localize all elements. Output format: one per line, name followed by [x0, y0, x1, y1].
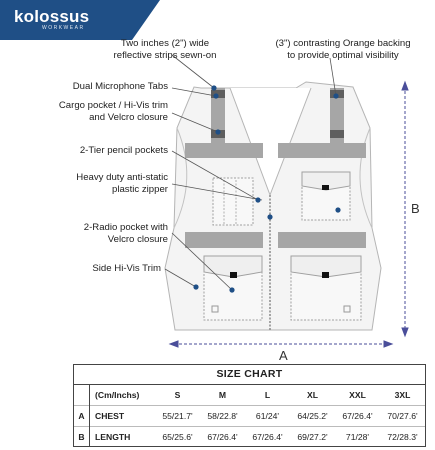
table-cell: 70/27.6': [380, 406, 425, 427]
brand-tagline: WORKWEAR: [42, 25, 85, 31]
marker-mic-tab: [213, 93, 218, 98]
size-header-cell: XL: [307, 390, 318, 400]
marker-strips: [211, 85, 216, 90]
brand-name: kolossus: [14, 7, 90, 26]
marker-zipper: [267, 214, 272, 219]
size-header-cell: S: [174, 390, 181, 400]
callout-cargo: Cargo pocket / Hi-Vis trim and Velcro closure: [58, 100, 168, 123]
table-cell: 55/21.7': [155, 406, 200, 427]
callout-backing: [258, 38, 428, 62]
row-key: B: [74, 427, 90, 448]
size-header-row: [74, 385, 425, 406]
height-dimension-label: B: [411, 201, 420, 216]
table-cell: 67/26.4': [200, 427, 245, 448]
callout-zipper: Heavy duty anti-static plastic zipper: [76, 172, 168, 195]
marker-backing: [333, 93, 338, 98]
table-cell: 65/25.6': [155, 427, 200, 448]
row-name: CHEST: [90, 406, 156, 427]
upper-reflective-strip-right: [278, 143, 366, 158]
size-chart-title: SIZE CHART: [74, 365, 425, 385]
lower-reflective-strip-left: [185, 232, 263, 248]
size-chart: [73, 364, 426, 447]
lower-reflective-strip-right: [278, 232, 366, 248]
size-header-cell: 3XL: [394, 390, 411, 400]
table-cell: 72/28.3': [380, 427, 425, 448]
marker-side-trim: [193, 284, 198, 289]
upper-reflective-strip-left: [185, 143, 263, 158]
marker-chest-pocket: [335, 207, 340, 212]
table-cell: 67/26.4': [245, 427, 290, 448]
size-header-cell: L: [264, 390, 271, 400]
callout-side-trim: Side Hi-Vis Trim: [92, 263, 161, 274]
table-cell: 71/28': [335, 427, 380, 448]
right-cargo-tab: [330, 130, 344, 138]
marker-radio: [229, 287, 234, 292]
width-dimension-label: A: [279, 348, 288, 363]
row-key: A: [74, 406, 90, 427]
callout-backing-text: (3") contrasting Orange backing to provide optimal visibility: [275, 38, 411, 61]
table-row: [74, 427, 425, 448]
row-name: LENGTH: [90, 427, 156, 448]
table-cell: 58/22.8': [200, 406, 245, 427]
callout-pencil: 2-Tier pencil pockets: [79, 145, 168, 156]
callout-strips-text: Two inches (2") wide reflective strips sewn-on: [113, 38, 217, 61]
size-header-cell: XXL: [349, 390, 366, 400]
marker-pencil: [255, 197, 260, 202]
table-cell: 69/27.2': [290, 427, 335, 448]
size-header-key: [74, 385, 90, 406]
table-cell: 61/24': [245, 406, 290, 427]
pencil-pocket: [213, 178, 253, 225]
callout-strips: [95, 38, 235, 62]
size-header-cell: M: [218, 390, 227, 400]
table-cell: 64/25.2': [290, 406, 335, 427]
table-cell: 67/26.4': [335, 406, 380, 427]
table-row: [74, 406, 425, 427]
callout-mic-tabs: Dual Microphone Tabs: [72, 81, 168, 92]
callout-radio: 2-Radio pocket with Velcro closure: [83, 222, 168, 245]
size-chart-table: [74, 385, 425, 447]
units-header: (Cm/Inchs): [95, 390, 140, 400]
marker-cargo: [215, 129, 220, 134]
